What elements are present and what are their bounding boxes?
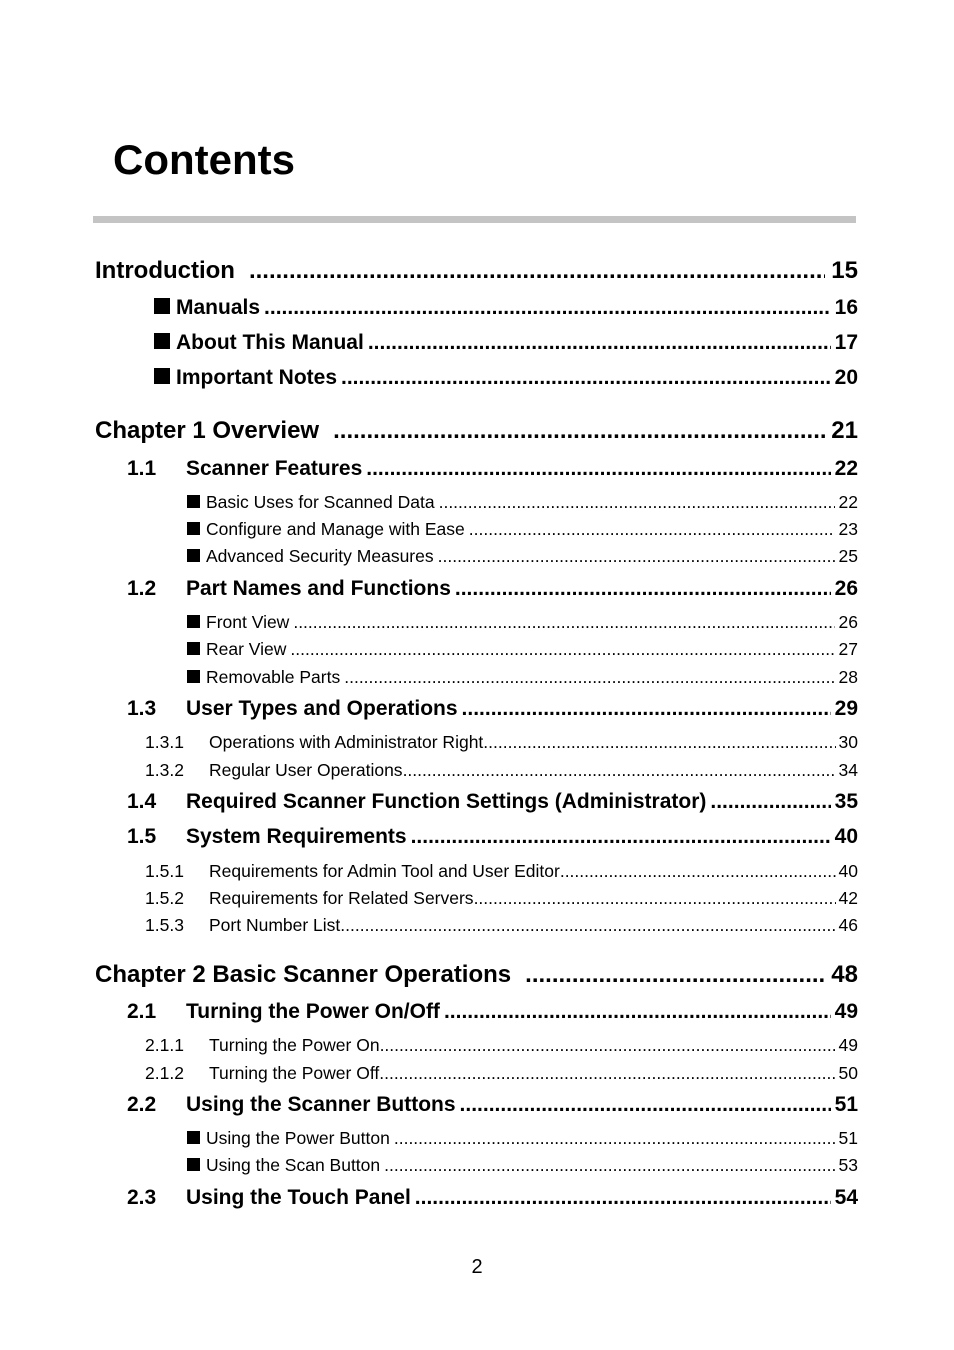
- toc-entry-advanced-security[interactable]: [187, 546, 858, 567]
- toc-page: 26: [838, 612, 858, 632]
- leader-dots: [394, 1128, 835, 1149]
- leader-dots: [366, 457, 830, 481]
- leader-dots: [411, 825, 831, 849]
- square-bullet-icon: [187, 522, 200, 535]
- toc-number: 1.5.3: [145, 915, 184, 935]
- square-bullet-icon: [187, 1131, 200, 1144]
- leader-dots: [403, 760, 836, 781]
- toc-page: 20: [834, 366, 858, 389]
- toc-entry-2-1-2[interactable]: [145, 1063, 858, 1084]
- toc-page: 28: [838, 667, 858, 687]
- toc-label: Chapter 1 Overview: [95, 417, 320, 444]
- toc-label: Using the Scanner Buttons: [186, 1093, 456, 1116]
- square-bullet-icon: [154, 333, 170, 349]
- toc-label: Using the Touch Panel: [186, 1186, 411, 1209]
- square-bullet-icon: [187, 549, 200, 562]
- leader-dots: [340, 915, 835, 936]
- toc-label: Introduction: [95, 257, 235, 284]
- toc-label: Requirements for Admin Tool and User Editor: [209, 861, 560, 881]
- leader-dots: [344, 667, 834, 688]
- square-bullet-icon: [154, 368, 170, 384]
- leader-dots: [293, 612, 834, 633]
- toc-page: 53: [838, 1155, 858, 1175]
- toc-page: 51: [838, 1128, 858, 1148]
- toc-entry-1-3-2[interactable]: [145, 760, 858, 781]
- toc-entry-removable-parts[interactable]: [187, 667, 858, 688]
- toc-entry-chapter-2[interactable]: [95, 961, 858, 989]
- toc-page: 27: [838, 639, 858, 659]
- toc-page: 16: [834, 296, 858, 319]
- toc-page: 22: [834, 457, 858, 480]
- toc-page: 35: [834, 790, 858, 813]
- page-title: Contents: [113, 136, 295, 183]
- toc-number: 2.3: [127, 1186, 157, 1209]
- toc-label: Turning the Power On/Off: [186, 1000, 440, 1023]
- toc-label: Turning the Power On: [209, 1035, 380, 1055]
- toc-page: 46: [838, 915, 858, 935]
- toc-label: Requirements for Related Servers: [209, 888, 474, 908]
- toc-page: 15: [831, 257, 858, 284]
- toc-entry-2-1[interactable]: [127, 1000, 858, 1024]
- toc-entry-2-1-1[interactable]: [145, 1035, 858, 1056]
- toc-page: 34: [838, 760, 858, 780]
- leader-dots: [444, 1000, 831, 1024]
- toc-number: 1.1: [127, 457, 157, 480]
- toc-entry-1-4[interactable]: [127, 790, 858, 814]
- toc-entry-1-5-1[interactable]: [145, 861, 858, 882]
- toc-entry-1-3[interactable]: [127, 697, 858, 721]
- toc-label: Required Scanner Function Settings (Administrator): [186, 790, 707, 813]
- toc-page: 29: [834, 697, 858, 720]
- toc-page: 49: [834, 1000, 858, 1023]
- toc-label: About This Manual: [176, 331, 364, 354]
- toc-entry-important-notes[interactable]: [154, 366, 858, 390]
- leader-dots: [455, 577, 831, 601]
- leader-dots: [460, 1093, 831, 1117]
- toc-label: System Requirements: [186, 825, 407, 848]
- toc-label: Regular User Operations: [209, 760, 403, 780]
- toc-number: 1.4: [127, 790, 157, 813]
- leader-dots: [341, 366, 831, 390]
- toc-label: User Types and Operations: [186, 697, 458, 720]
- leader-dots: [710, 790, 830, 814]
- square-bullet-icon: [187, 1158, 200, 1171]
- toc-entry-power-button[interactable]: [187, 1128, 858, 1149]
- toc-label: Using the Scan Button: [206, 1155, 381, 1175]
- toc-entry-manuals[interactable]: [154, 296, 858, 320]
- toc-number: 1.5.1: [145, 861, 184, 881]
- square-bullet-icon: [187, 615, 200, 628]
- toc-entry-scan-button[interactable]: [187, 1155, 858, 1176]
- toc-label: Advanced Security Measures: [206, 546, 434, 566]
- leader-dots: [380, 1035, 836, 1056]
- toc-entry-chapter-1[interactable]: [95, 417, 858, 445]
- toc-number: 2.1.1: [145, 1035, 184, 1055]
- toc-number: 1.5.2: [145, 888, 184, 908]
- leader-dots: [560, 861, 836, 882]
- toc-label: Manuals: [176, 296, 261, 319]
- toc-entry-configure-manage[interactable]: [187, 519, 858, 540]
- square-bullet-icon: [154, 298, 170, 314]
- toc-label: Using the Power Button: [206, 1128, 390, 1148]
- leader-dots: [333, 417, 825, 445]
- toc-label: Chapter 2 Basic Scanner Operations: [95, 961, 512, 988]
- leader-dots: [249, 257, 825, 285]
- toc-entry-1-3-1[interactable]: [145, 732, 858, 753]
- leader-dots: [462, 697, 831, 721]
- toc-label: Configure and Manage with Ease: [206, 519, 465, 539]
- toc-label: Turning the Power Off: [209, 1063, 380, 1083]
- toc-entry-basic-uses[interactable]: [187, 492, 858, 513]
- toc-entry-about-this-manual[interactable]: [154, 331, 858, 355]
- toc-page: 50: [838, 1063, 858, 1083]
- leader-dots: [474, 888, 836, 909]
- square-bullet-icon: [187, 495, 200, 508]
- toc-entry-1-5[interactable]: [127, 825, 858, 849]
- toc-number: 1.3.2: [145, 760, 184, 780]
- toc-number: 2.1.2: [145, 1063, 184, 1083]
- toc-page: 23: [838, 519, 858, 539]
- leader-dots: [439, 492, 835, 513]
- toc-page: 42: [838, 888, 858, 908]
- toc-entry-1-1[interactable]: [127, 457, 858, 481]
- toc-page: 54: [834, 1186, 858, 1209]
- toc-label: Scanner Features: [186, 457, 363, 480]
- toc-label: Part Names and Functions: [186, 577, 451, 600]
- toc-entry-1-5-2[interactable]: [145, 888, 858, 909]
- toc-number: 1.3.1: [145, 732, 184, 752]
- square-bullet-icon: [187, 670, 200, 683]
- toc-entry-1-2[interactable]: [127, 577, 858, 601]
- toc-number: 1.2: [127, 577, 157, 600]
- toc-label: Port Number List: [209, 915, 341, 935]
- toc-page: 21: [831, 417, 858, 444]
- toc-number: 1.5: [127, 825, 157, 848]
- square-bullet-icon: [187, 642, 200, 655]
- toc-label: Basic Uses for Scanned Data: [206, 492, 435, 512]
- toc-page: 40: [838, 861, 858, 881]
- leader-dots: [368, 331, 831, 355]
- leader-dots: [525, 961, 825, 989]
- leader-dots: [264, 296, 831, 320]
- toc-entry-2-3[interactable]: [127, 1186, 858, 1210]
- toc-entry-rear-view[interactable]: [187, 639, 858, 660]
- toc-page: 48: [831, 961, 858, 988]
- leader-dots: [438, 546, 835, 567]
- toc-label: Front View: [206, 612, 290, 632]
- toc-page: 22: [838, 492, 858, 512]
- toc-label: Rear View: [206, 639, 287, 659]
- toc-page: 25: [838, 546, 858, 566]
- toc-page: 17: [834, 331, 858, 354]
- toc-page: 30: [838, 732, 858, 752]
- leader-dots: [469, 519, 835, 540]
- toc-label: Removable Parts: [206, 667, 341, 687]
- leader-dots: [379, 1063, 835, 1084]
- toc-label: Operations with Administrator Right: [209, 732, 484, 752]
- leader-dots: [384, 1155, 834, 1176]
- toc-page: 51: [834, 1093, 858, 1116]
- toc-entry-front-view[interactable]: [187, 612, 858, 633]
- toc-number: 2.1: [127, 1000, 157, 1023]
- page-number: 2: [471, 1256, 483, 1278]
- toc-page: 40: [834, 825, 858, 848]
- toc-number: 1.3: [127, 697, 157, 720]
- toc-page: 49: [838, 1035, 858, 1055]
- toc-entry-2-2[interactable]: [127, 1093, 858, 1117]
- leader-dots: [483, 732, 835, 753]
- toc-entry-1-5-3[interactable]: [145, 915, 858, 936]
- leader-dots: [290, 639, 834, 660]
- toc-page: 26: [834, 577, 858, 600]
- toc-entry-introduction[interactable]: [95, 257, 858, 285]
- toc-label: Important Notes: [176, 366, 338, 389]
- toc-number: 2.2: [127, 1093, 157, 1116]
- leader-dots: [415, 1186, 831, 1210]
